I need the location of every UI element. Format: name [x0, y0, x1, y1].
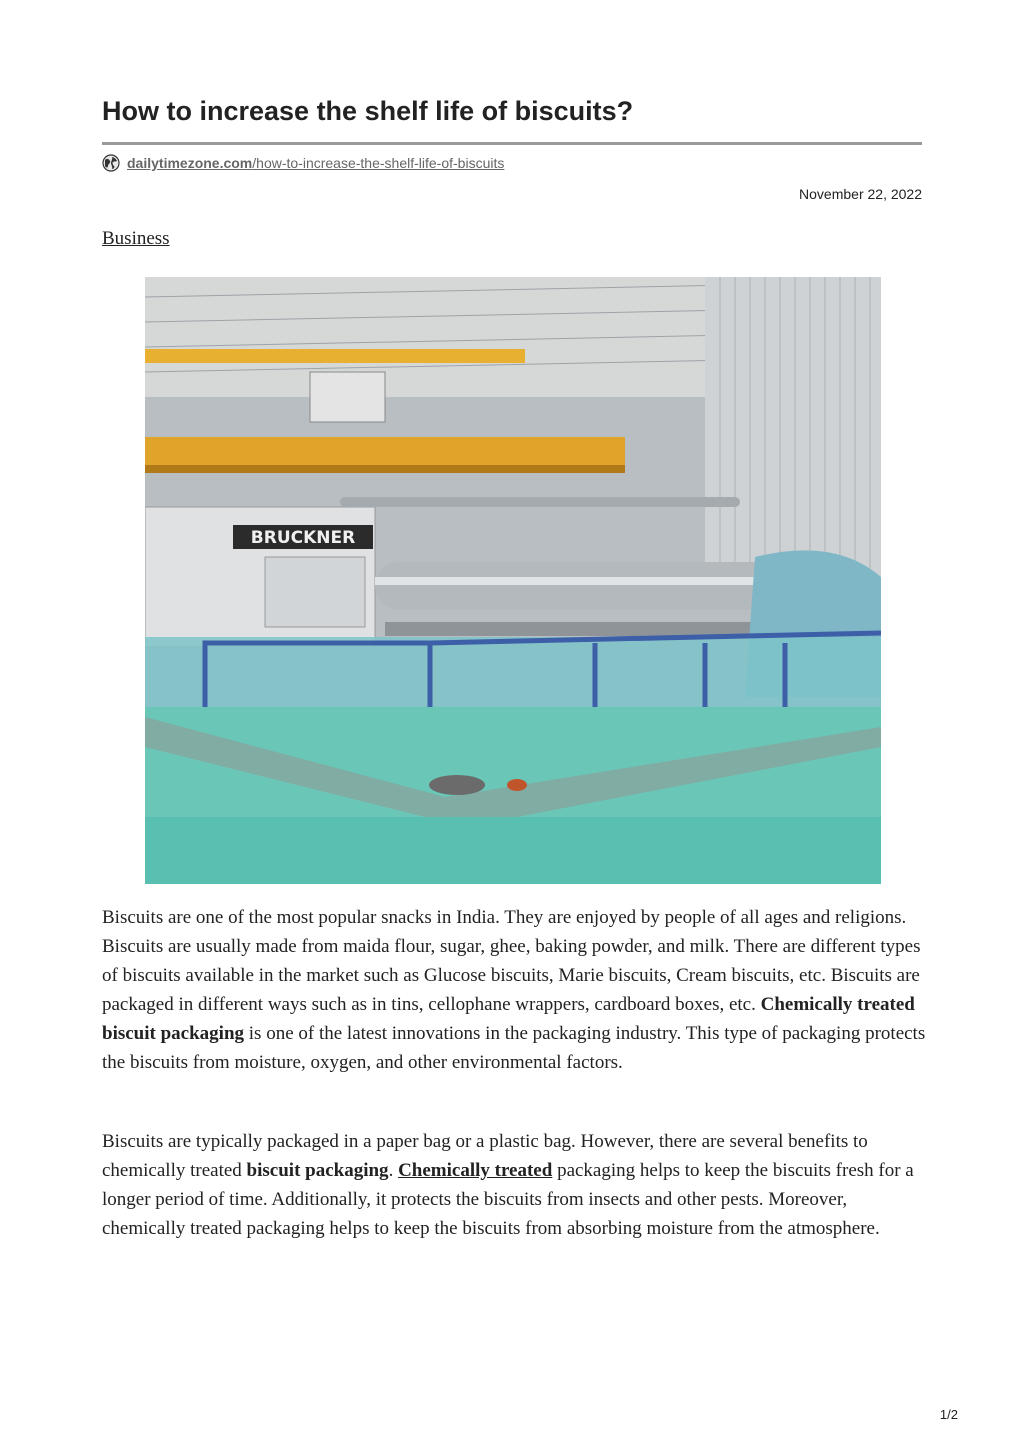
paragraph-2-text: Biscuits are typically packaged in a paper bag or a plastic bag. However, there are several benefits to chemically treated [102, 1131, 868, 1181]
page-title: How to increase the shelf life of biscuits? [102, 96, 634, 126]
paragraph-2-text-2: . [388, 1160, 399, 1181]
article-paragraph-2 [102, 1127, 932, 1243]
paragraph-1-text-2: is one of the latest innovations in the packaging industry. This type of packaging protects the biscuits from moisture, oxygen, and other environmental factors. [102, 1023, 926, 1073]
source-line [102, 153, 504, 173]
paragraph-1-text: Biscuits are one of the most popular snacks in India. They are enjoyed by people of all ages and religions. Biscuits are usually made from maida flour, sugar, ghee, baking powder, and milk. There are different types of biscuits available in the market such as Glucose biscuits, Marie biscuits, Cream biscuits, etc. Biscuits are packaged in different ways such as in tins, cellophane wrappers, cardboard boxes, etc. [102, 907, 921, 1015]
publish-date: November 22, 2022 [799, 186, 922, 202]
category-link[interactable]: Business [102, 228, 170, 249]
title-divider [102, 142, 922, 145]
source-link[interactable] [127, 155, 504, 171]
source-domain: dailytimezone.com [127, 155, 253, 171]
article-paragraph-1 [102, 903, 932, 1077]
globe-icon [102, 154, 120, 172]
paragraph-2-text-3: packaging helps to keep the biscuits fresh for a longer period of time. Additionally, it protects the biscuits from insects and other pests. Moreover, chemically treated packaging helps to keep the biscuits from absorbing moisture from the atmosphere. [102, 1160, 914, 1239]
chemically-treated-link[interactable]: Chemically treated [398, 1160, 553, 1181]
machine-brand-label: BRUCKNER [250, 528, 356, 548]
article-image [145, 277, 881, 884]
paragraph-2-bold: biscuit packaging [246, 1160, 389, 1181]
source-path: /how-to-increase-the-shelf-life-of-biscuits [252, 155, 505, 171]
paragraph-1-bold: Chemically treated biscuit packaging [102, 994, 915, 1044]
page-number: 1/2 [939, 1407, 958, 1422]
